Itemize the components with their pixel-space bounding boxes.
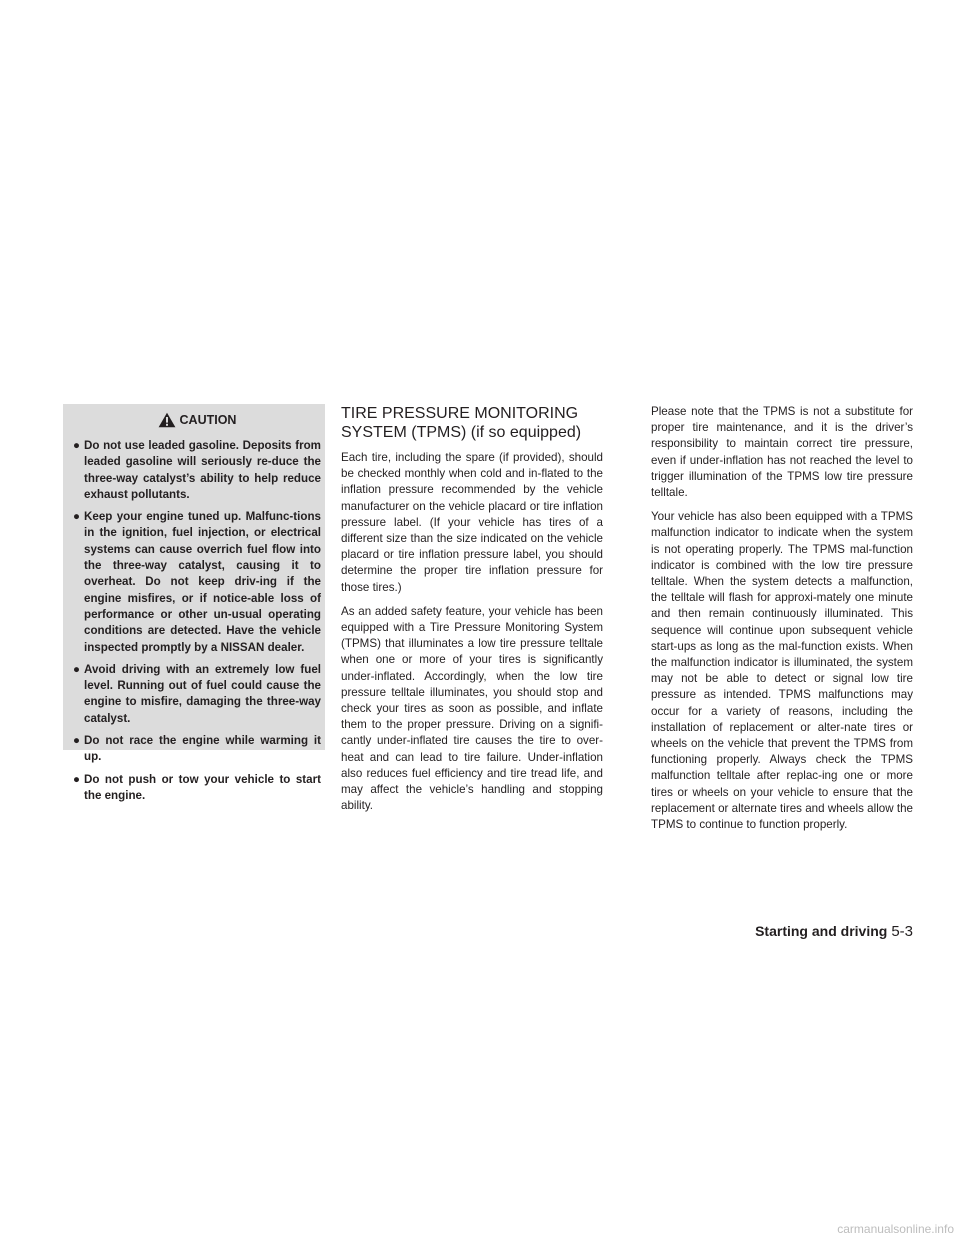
warning-triangle-icon — [158, 412, 176, 428]
caution-item: ● Do not race the engine while warming it up. — [73, 734, 321, 764]
bullet-icon: ● — [73, 662, 81, 676]
paragraph: As an added safety feature, your vehicle has been equipped with a Tire Pressure Monitoring System (TPMS) that illuminates a low tire pressure telltale when one or more of your tires is significantly under-inflated. Accordingly, when the low tire pressure telltale illuminates, you should stop and check your tires as soon as possible, and inflate them to the proper pressure. Driving on a signifi-cantly under-inflated tire causes the tire to over-heat and can lead to tire failure. Under-inflation also reduces fuel efficiency and tire tread life, and may affect the vehicle’s handling and stopping ability. — [341, 604, 603, 813]
caution-box — [63, 404, 325, 802]
watermark: carmanualsonline.info — [837, 1222, 954, 1236]
caution-item: ● Do not use leaded gasoline. Deposits from leaded gasoline will seriously re-duce the three-way catalyst’s ability to help reduce exhaust pollutants. — [73, 439, 321, 501]
footer-section-title: Starting and driving — [755, 923, 888, 939]
caution-header — [73, 410, 321, 430]
right-column — [651, 404, 913, 841]
caution-title: CAUTION — [179, 413, 237, 427]
page-number: 5-3 — [891, 923, 913, 940]
bullet-icon: ● — [73, 439, 81, 452]
paragraph: Each tire, including the spare (if provided), should be checked monthly when cold and in-flated to the inflation pressure recommended by the vehicle manufacturer on the vehicle placard or tire inflation pressure label. (If your vehicle has tires of a different size than the size indicated on the vehicle placard or tire inflation pressure label, you should determine the proper tire inflation pressure for those tires.) — [341, 451, 603, 594]
bullet-icon: ● — [73, 734, 81, 748]
caution-item: ● Keep your engine tuned up. Malfunc-tions in the ignition, fuel injection, or electrical systems can cause overrich fuel flow into the three-way catalyst, causing it to overheat. Do not keep driv-ing if the engine misfires, or if notice-able loss of performance or other un-usual operating conditions are detected. Have the vehicle inspected promptly by a NISSAN dealer. — [73, 510, 321, 654]
tpms-column — [341, 404, 603, 822]
caution-list — [73, 438, 321, 804]
paragraph: Your vehicle has also been equipped with a TPMS malfunction indicator to indicate when the system is not operating properly. The TPMS mal-function indicator is combined with the low tire pressure telltale. When the system detects a malfunction, the telltale will flash for approxi-mately one minute and then remain continuously illuminated. This sequence will continue upon subsequent vehicle start-ups as long as the mal-function exists. When the malfunction indicator is illuminated, the system may not be able to detect or signal low tire pressure as intended. TPMS malfunctions may occur for a variety of reasons, including the installation of replacement or alter-nate tires or wheels on the vehicle that prevent the TPMS from functioning properly. Always check the TPMS malfunction telltale after replac-ing one or more tires or wheels on your vehicle to ensure that the replacement or alternate tires and wheels allow the TPMS to continue to function properly. — [651, 510, 913, 832]
bullet-icon: ● — [73, 772, 81, 786]
paragraph: Please note that the TPMS is not a substitute for proper tire maintenance, and it is the driver’s responsibility to maintain correct tire pressure, even if under-inflation has not reached the level to trigger illumination of the TPMS low tire pressure telltale. — [651, 405, 913, 500]
caution-item: ● Do not push or tow your vehicle to start the engine. — [73, 772, 321, 802]
section-title: TIRE PRESSURE MONITORING SYSTEM (TPMS) (if so equipped) — [341, 405, 582, 441]
page-footer — [755, 923, 913, 940]
bullet-icon: ● — [73, 510, 81, 524]
caution-item: ● Avoid driving with an extremely low fuel level. Running out of fuel could cause the engine to misfire, damaging the three-way catalyst. — [73, 662, 321, 725]
